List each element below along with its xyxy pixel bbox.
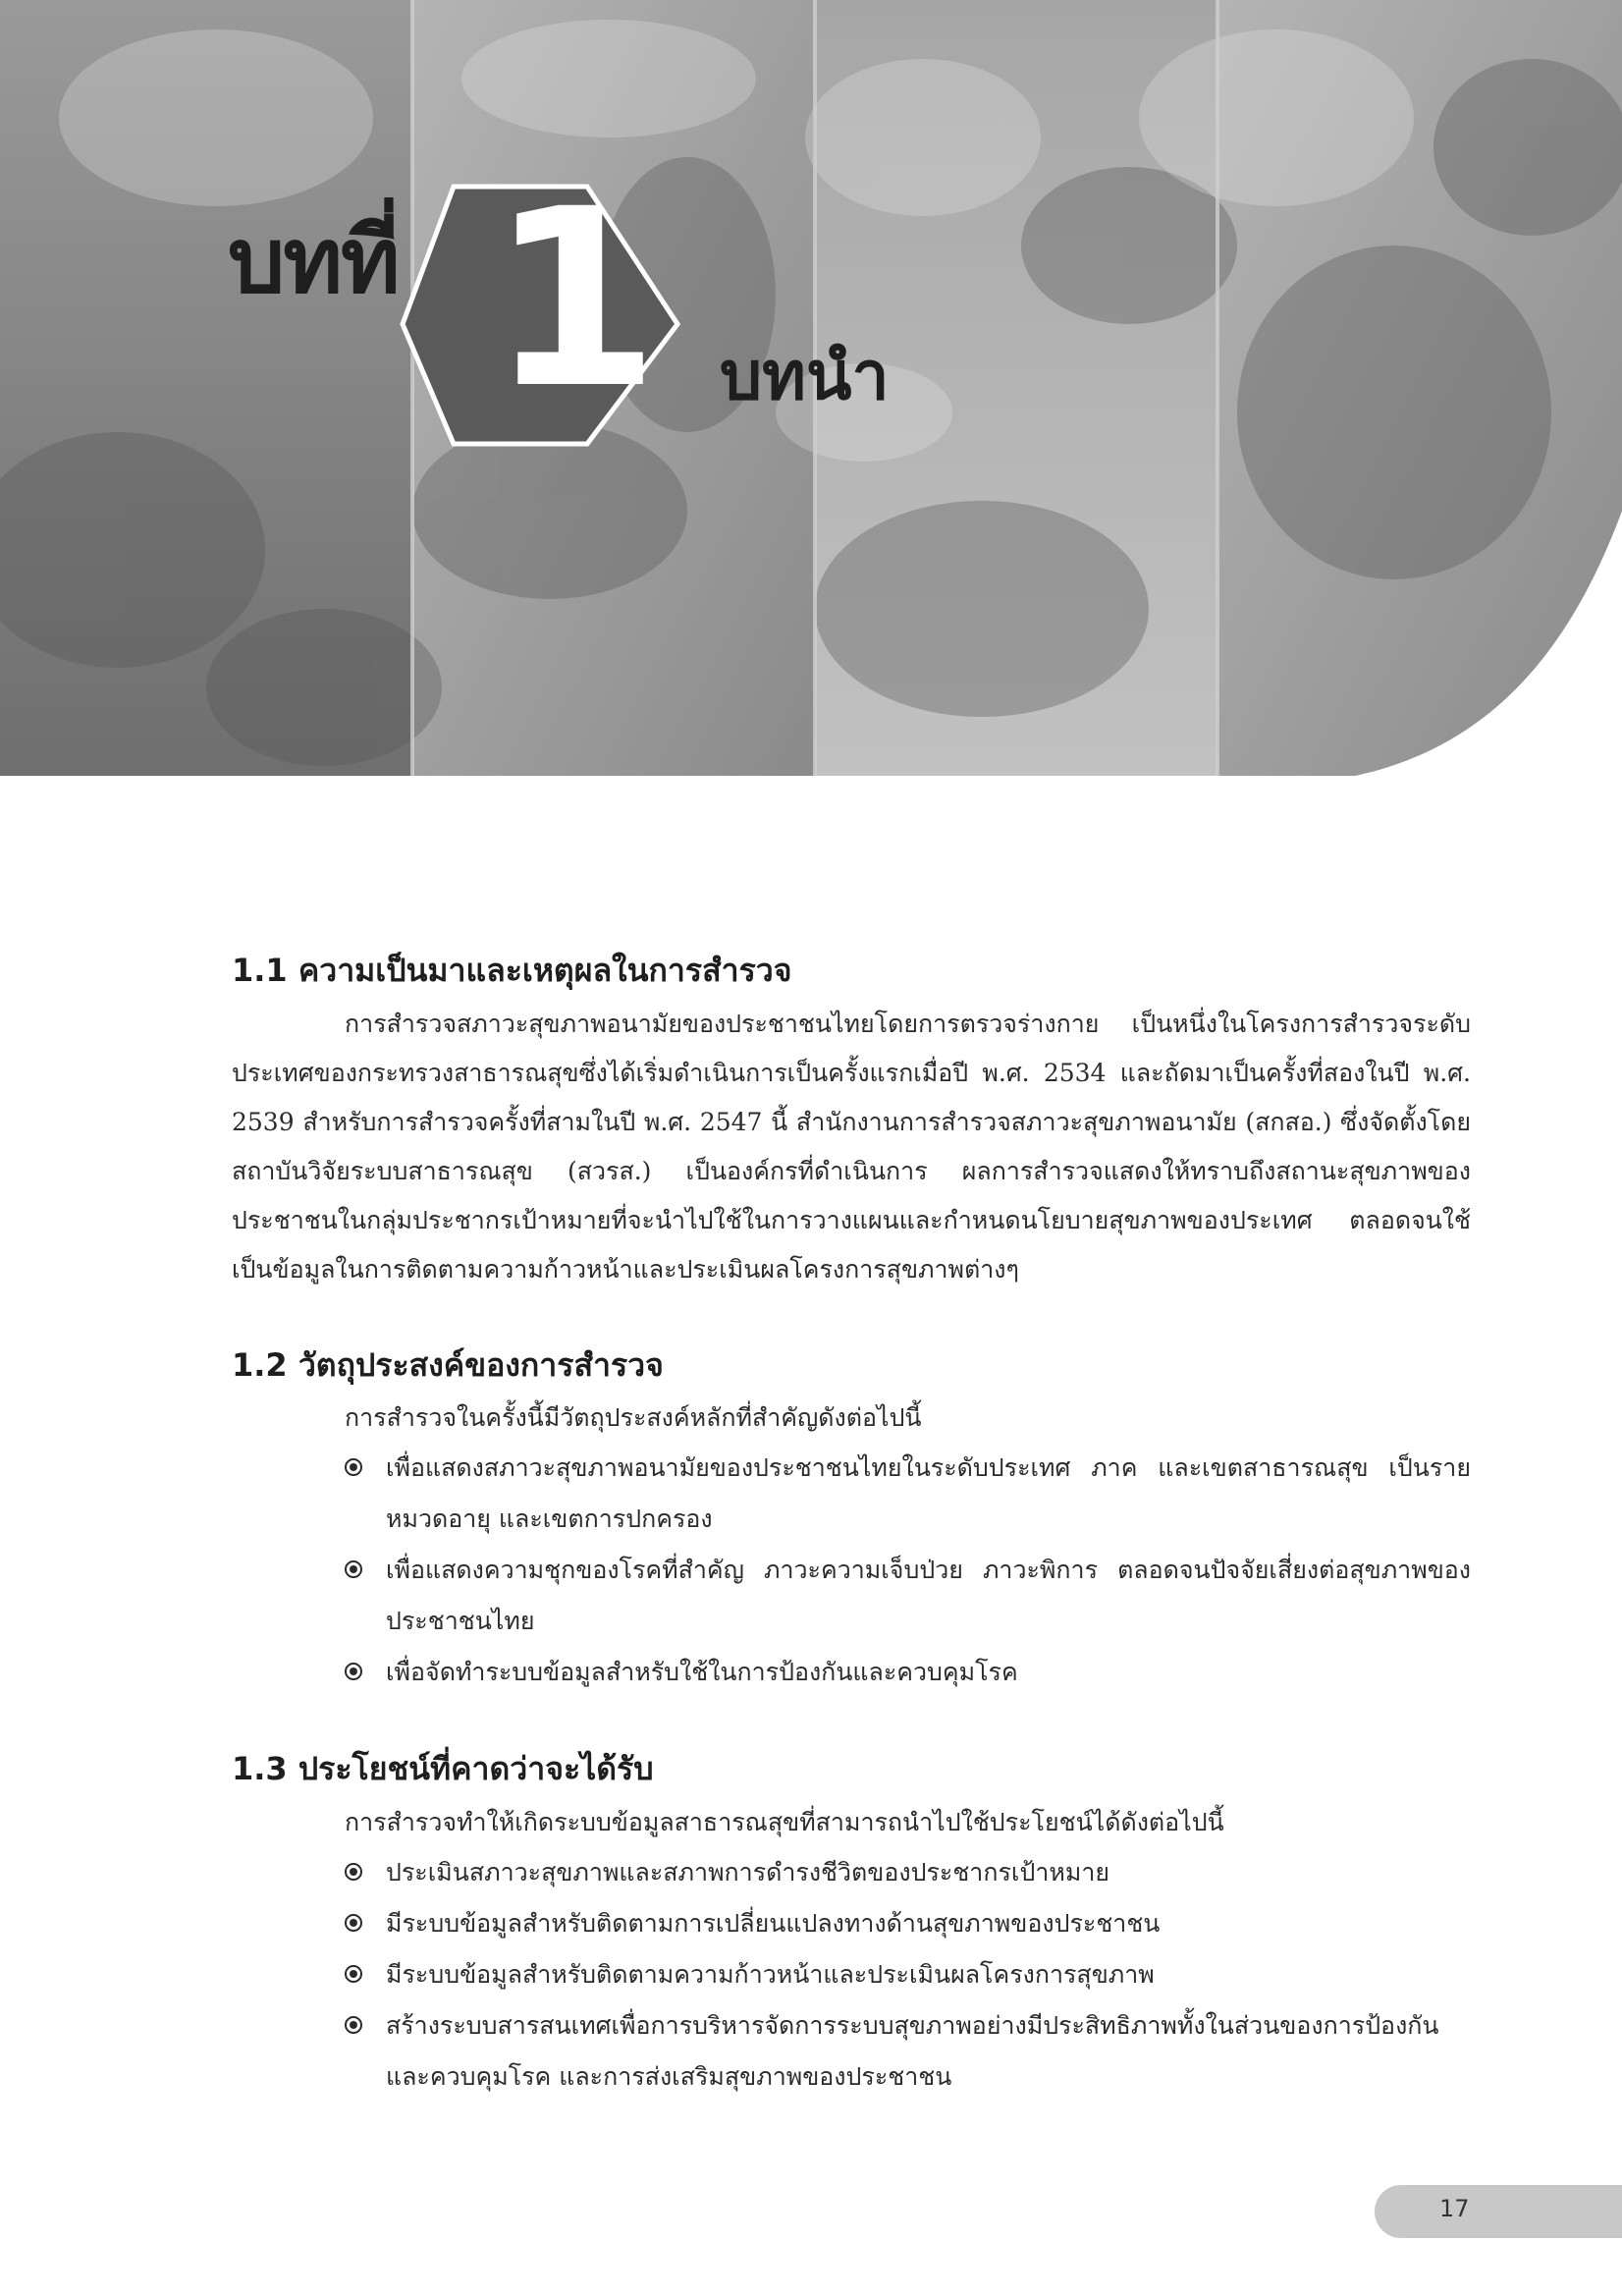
list-item-text: ประเมินสภาวะสุขภาพและสภาพการดำรงชีวิตของประชากรเป้าหมาย — [386, 1857, 1109, 1886]
bullet-icon — [345, 1560, 362, 1578]
chapter-content — [232, 951, 1471, 2154]
objectives-list — [232, 1443, 1471, 1698]
list-item — [345, 1545, 1471, 1647]
section-benefits — [232, 1749, 1471, 2103]
list-item — [345, 1847, 1471, 1898]
chapter-banner — [0, 0, 1622, 786]
bullet-icon — [345, 1663, 362, 1680]
section-heading: 1.2 วัตถุประสงค์ของการสำรวจ — [232, 1345, 664, 1384]
list-item-text: สร้างระบบสารสนเทศเพื่อการบริหารจัดการระบบสุขภาพอย่างมีประสิทธิภาพทั้งในส่วนของการป้องกันและควบคุมโรค และการส่งเสริมสุขภาพของประชาชน — [386, 2010, 1439, 2091]
chapter-number: 1 — [489, 156, 660, 442]
list-item-text: มีระบบข้อมูลสำหรับติดตามการเปลี่ยนแปลงทางด้านสุขภาพของประชาชน — [386, 1908, 1161, 1938]
section-objectives — [232, 1345, 1471, 1699]
benefits-list — [232, 1847, 1471, 2103]
section-heading: 1.1 ความเป็นมาและเหตุผลในการสำรวจ — [232, 952, 792, 989]
list-item — [345, 2000, 1471, 2103]
bullet-icon — [345, 1863, 362, 1881]
list-item — [345, 1647, 1471, 1698]
list-item-text: เพื่อจัดทำระบบข้อมูลสำหรับใช้ในการป้องกันและควบคุมโรค — [386, 1658, 1018, 1687]
bullet-icon — [345, 1458, 362, 1476]
chapter-title: บทนำ — [720, 338, 890, 415]
section-background — [232, 951, 1471, 1294]
section-lead: การสำรวจทำให้เกิดระบบข้อมูลสาธารณสุขที่สามารถนำไปใช้ประโยชน์ได้ดังต่อไปนี้ — [345, 1807, 1224, 1836]
list-item-text: เพื่อแสดงความชุกของโรคที่สำคัญ ภาวะความเจ็บป่วย ภาวะพิการ ตลอดจนปัจจัยเสี่ยงต่อสุขภาพของประชาชนไทย — [386, 1556, 1471, 1636]
bullet-icon — [345, 2016, 362, 2034]
bullet-icon — [345, 1914, 362, 1932]
section-heading: 1.3 ประโยชน์ที่คาดว่าจะได้รับ — [232, 1750, 654, 1788]
list-item — [345, 1898, 1471, 1949]
section-lead: การสำรวจในครั้งนี้มีวัตถุประสงค์หลักที่สำคัญดังต่อไปนี้ — [345, 1403, 922, 1433]
list-item — [345, 1949, 1471, 2000]
page-number: 17 — [1439, 2195, 1470, 2222]
chapter-label: บทที่ — [228, 208, 399, 313]
list-item-text: มีระบบข้อมูลสำหรับติดตามความก้าวหน้าและประเมินผลโครงการสุขภาพ — [386, 1959, 1155, 1989]
page-number-tab — [1375, 2185, 1622, 2238]
bullet-icon — [345, 1965, 362, 1983]
list-item-text: เพื่อแสดงสภาวะสุขภาพอนามัยของประชาชนไทยในระดับประเทศ ภาค และเขตสาธารณสุข เป็นรายหมวดอายุ และเขตการปกครอง — [386, 1453, 1471, 1534]
section-paragraph: การสำรวจสภาวะสุขภาพอนามัยของประชาชนไทยโดยการตรวจร่างกาย เป็นหนึ่งในโครงการสำรวจระดับประเทศของกระทรวงสาธารณสุขซึ่งได้เริ่มดำเนินการเป็นครั้งแรกเมื่อปี พ.ศ. 2534 และถัดมาเป็นครั้งที่สองในปี พ.ศ. 2539 สำหรับการสำรวจครั้งที่สามในปี พ.ศ. 2547 นี้ สำนักงานการสำรวจสภาวะสุขภาพอนามัย (สกสอ.) ซึ่งจัดตั้งโดยสถาบันวิจัยระบบสาธารณสุข (สวรส.) เป็นองค์กรที่ดำเนินการ ผลการสำรวจแสดงให้ทราบถึงสถานะสุขภาพของประชาชนในกลุ่มประชากรเป้าหมายที่จะนำไปใช้ในการวางแผนและกำหนดนโยบายสุขภาพของประเทศ ตลอดจนใช้เป็นข้อมูลในการติดตามความก้าวหน้าและประเมินผลโครงการสุขภาพต่างๆ — [232, 1009, 1471, 1284]
list-item — [345, 1443, 1471, 1545]
